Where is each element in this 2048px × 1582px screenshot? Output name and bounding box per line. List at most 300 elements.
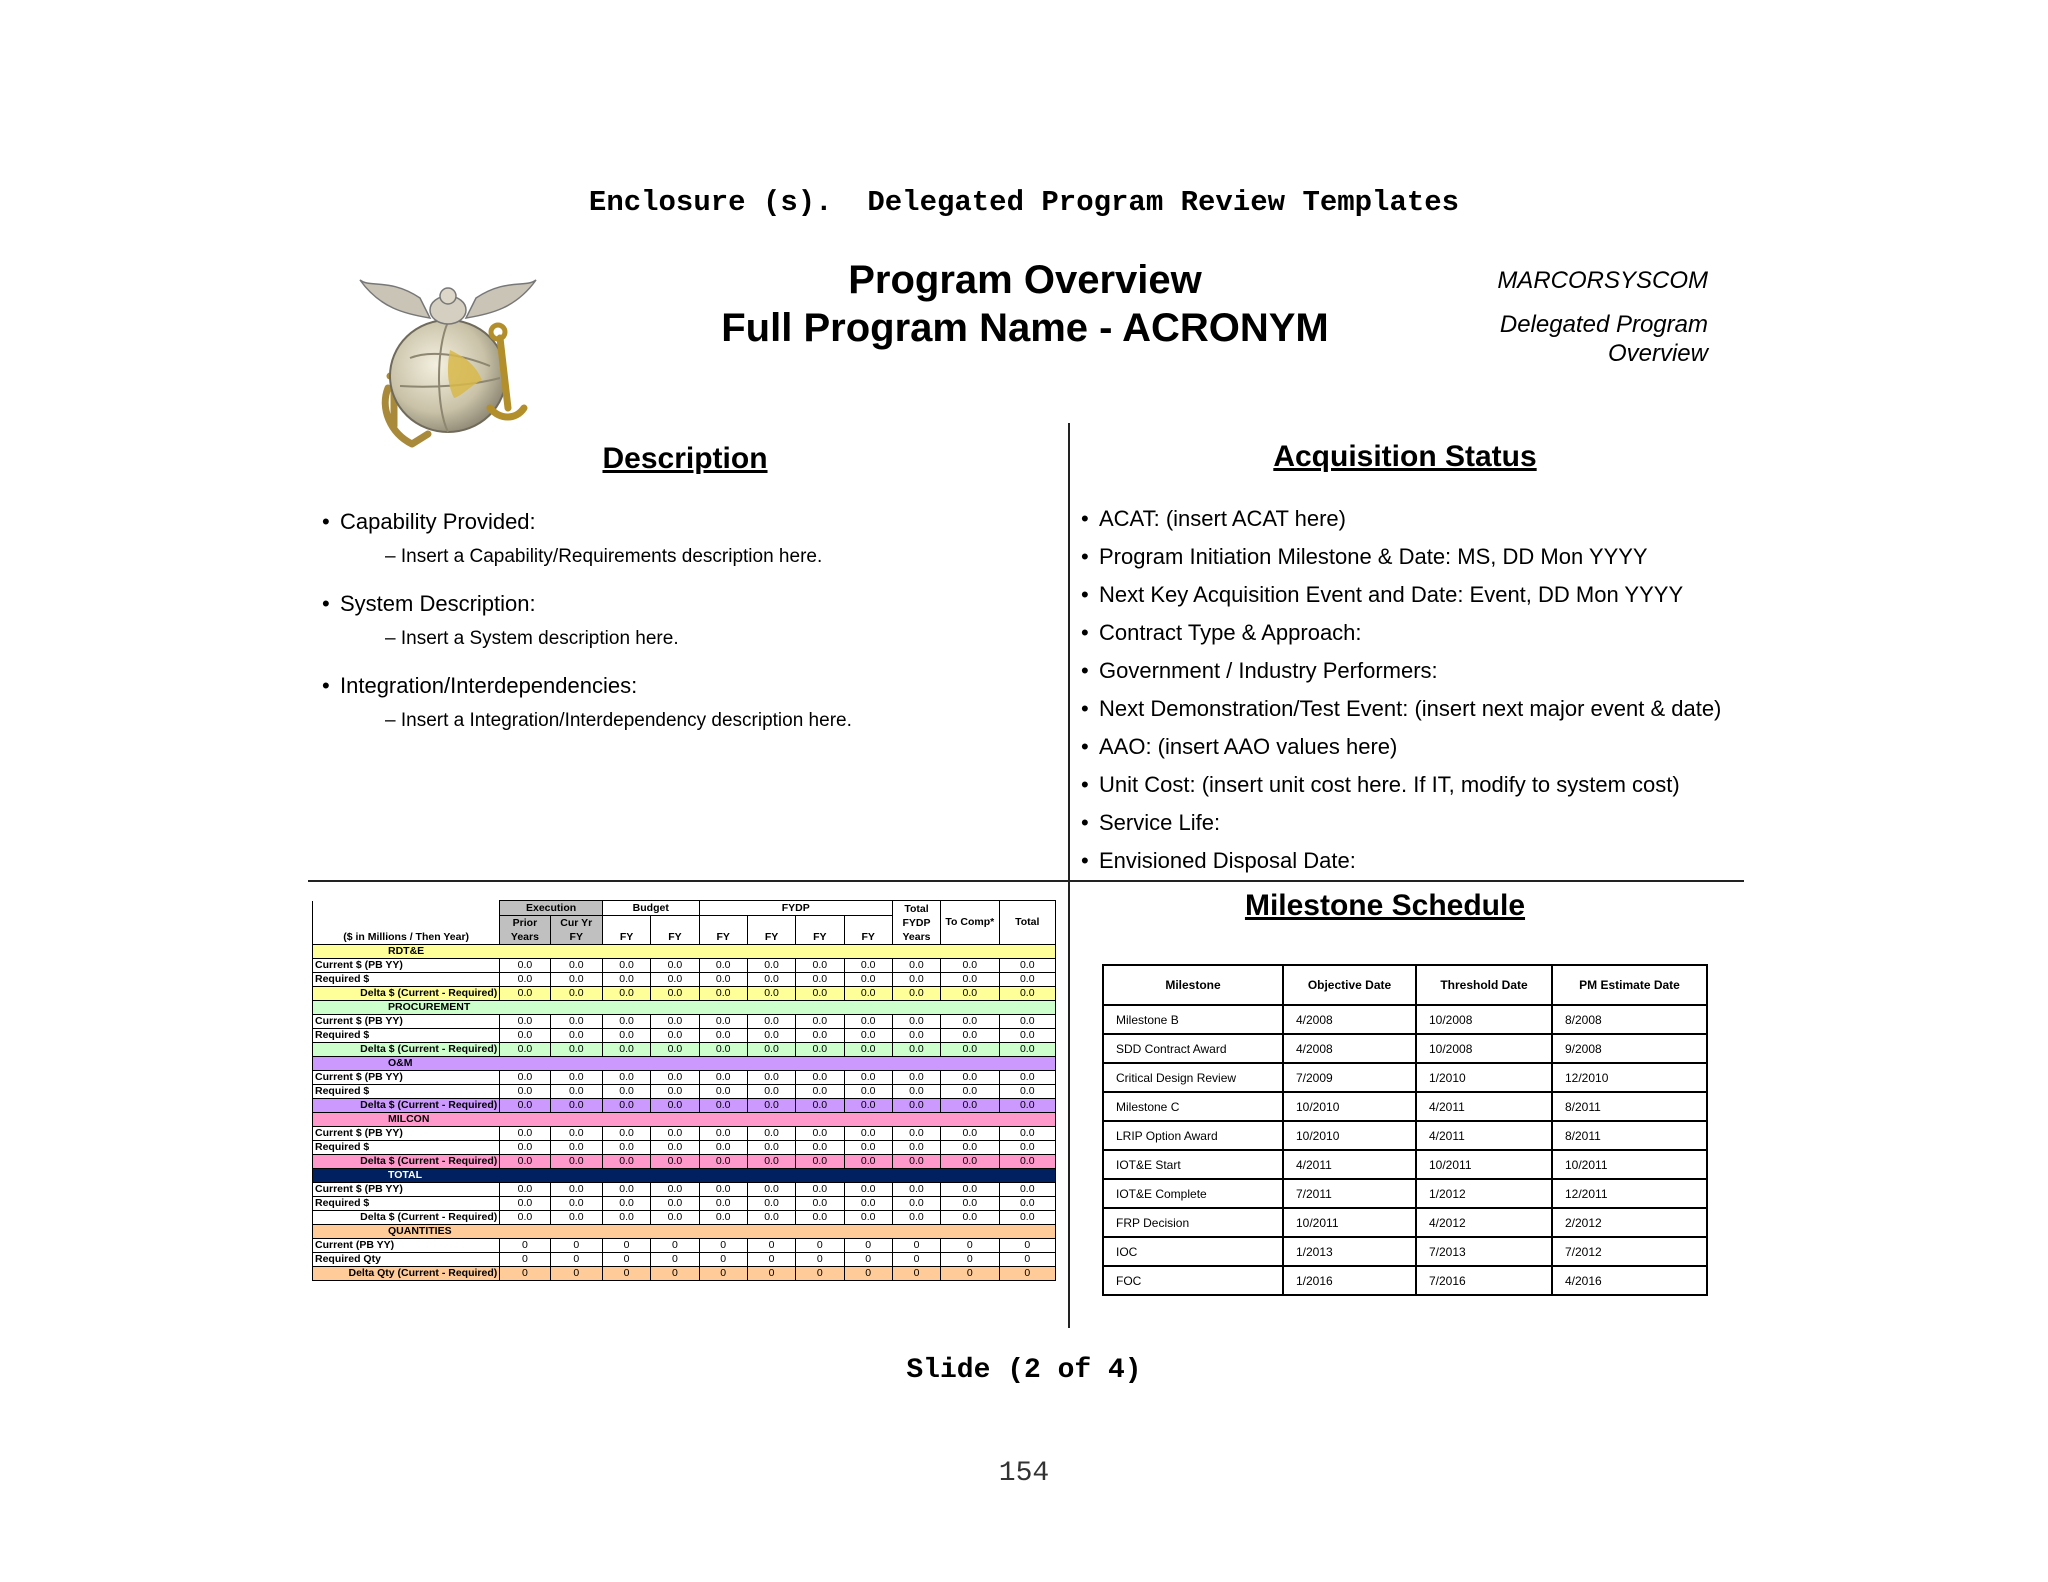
funding-corner-label: ($ in Millions / Then Year) — [313, 901, 500, 945]
funding-cell: 0.0 — [796, 1127, 844, 1141]
funding-cell: 0.0 — [651, 1043, 699, 1057]
funding-cell: 0.0 — [500, 1029, 550, 1043]
funding-cell: 0.0 — [602, 1155, 650, 1169]
milestone-cell: 4/2011 — [1283, 1150, 1416, 1179]
funding-cell: 0.0 — [844, 1085, 892, 1099]
pm-estimate-col-header: PM Estimate Date — [1552, 965, 1707, 1005]
milestone-cell: 7/2016 — [1416, 1266, 1552, 1295]
total-fydp-header: Total FYDP Years — [892, 901, 940, 945]
milestone-cell: 4/2011 — [1416, 1121, 1552, 1150]
funding-cell: 0.0 — [999, 1015, 1055, 1029]
milestone-cell: 2/2012 — [1552, 1208, 1707, 1237]
funding-cell: 0.0 — [651, 1127, 699, 1141]
funding-cell: 0 — [796, 1267, 844, 1281]
milestone-cell: 7/2009 — [1283, 1063, 1416, 1092]
funding-cell: 0.0 — [699, 1029, 747, 1043]
funding-cell: 0.0 — [602, 1183, 650, 1197]
funding-row-label: Delta $ (Current - Required) — [313, 987, 500, 1001]
funding-row-label: Delta $ (Current - Required) — [313, 1099, 500, 1113]
acquisition-item: • Government / Industry Performers: — [1081, 658, 1438, 683]
funding-cell: 0 — [651, 1239, 699, 1253]
funding-cell: 0 — [699, 1239, 747, 1253]
funding-cell: 0.0 — [999, 973, 1055, 987]
funding-cell: 0.0 — [892, 1183, 940, 1197]
funding-row-label: Required $ — [313, 1085, 500, 1099]
funding-cell: 0.0 — [747, 1127, 795, 1141]
milestone-cell: 10/2011 — [1416, 1150, 1552, 1179]
funding-cell: 0 — [892, 1267, 940, 1281]
funding-cell: 0.0 — [892, 1155, 940, 1169]
funding-cell: 0 — [699, 1253, 747, 1267]
funding-section-header — [313, 1225, 1056, 1239]
funding-cell: 0.0 — [796, 1197, 844, 1211]
description-item: • Capability Provided: — [322, 509, 536, 534]
funding-cell: 0.0 — [941, 959, 999, 973]
funding-cell: 0.0 — [500, 973, 550, 987]
funding-row-label: Current $ (PB YY) — [313, 1127, 500, 1141]
description-heading: Description — [602, 442, 768, 475]
funding-cell: 0.0 — [747, 987, 795, 1001]
milestone-row — [1103, 1150, 1707, 1179]
objective-col-header: Objective Date — [1283, 965, 1416, 1005]
funding-cell: 0.0 — [999, 1085, 1055, 1099]
funding-row-label: Required $ — [313, 1029, 500, 1043]
funding-cell: 0.0 — [602, 1043, 650, 1057]
acquisition-item: • Contract Type & Approach: — [1081, 620, 1362, 645]
funding-section-label: MILCON — [313, 1113, 1056, 1127]
funding-section-label: O&M — [313, 1057, 1056, 1071]
funding-cell: 0.0 — [999, 1127, 1055, 1141]
funding-cell: 0 — [651, 1253, 699, 1267]
funding-cell: 0.0 — [500, 1043, 550, 1057]
funding-cell: 0.0 — [941, 1141, 999, 1155]
funding-cell: 0.0 — [941, 1155, 999, 1169]
funding-cell: 0.0 — [941, 1029, 999, 1043]
milestone-cell: 4/2016 — [1552, 1266, 1707, 1295]
funding-cell: 0.0 — [699, 1127, 747, 1141]
funding-cell: 0.0 — [844, 959, 892, 973]
funding-cell: 0.0 — [892, 1043, 940, 1057]
milestone-cell: IOC — [1103, 1237, 1283, 1266]
funding-section-header — [313, 1001, 1056, 1015]
funding-row-label: Required Qty — [313, 1253, 500, 1267]
funding-cell: 0.0 — [550, 1183, 602, 1197]
funding-cell: 0.0 — [699, 1141, 747, 1155]
funding-cell: 0.0 — [941, 1071, 999, 1085]
budget-header: Budget — [602, 901, 699, 916]
milestone-cell: 10/2011 — [1283, 1208, 1416, 1237]
acquisition-item: • ACAT: (insert ACAT here) — [1081, 506, 1346, 531]
funding-cell: 0.0 — [550, 1071, 602, 1085]
org-subtitle-line1: Delegated Program — [1499, 311, 1708, 338]
milestone-row — [1103, 1034, 1707, 1063]
milestone-cell: 4/2012 — [1416, 1208, 1552, 1237]
funding-cell: 0.0 — [699, 1211, 747, 1225]
funding-cell: 0 — [747, 1253, 795, 1267]
funding-cell: 0.0 — [699, 1085, 747, 1099]
funding-cell: 0.0 — [500, 1183, 550, 1197]
funding-cell: 0.0 — [699, 1183, 747, 1197]
funding-cell: 0.0 — [844, 1029, 892, 1043]
funding-cell: 0 — [747, 1267, 795, 1281]
total-header: Total — [999, 901, 1055, 945]
funding-row-label: Delta Qty (Current - Required) — [313, 1267, 500, 1281]
funding-cell: 0 — [500, 1239, 550, 1253]
slide-counter: Slide (2 of 4) — [906, 1355, 1142, 1386]
funding-cell: 0.0 — [602, 987, 650, 1001]
milestone-cell: 8/2011 — [1552, 1092, 1707, 1121]
funding-cell: 0.0 — [550, 1127, 602, 1141]
milestone-col-header: Milestone — [1103, 965, 1283, 1005]
description-list — [322, 508, 852, 734]
description-item: • System Description: — [322, 591, 536, 616]
table-row — [313, 1071, 1056, 1085]
funding-cell: 0.0 — [796, 973, 844, 987]
milestone-cell: IOT&E Start — [1103, 1150, 1283, 1179]
table-row — [313, 1141, 1056, 1155]
funding-cell: 0.0 — [941, 1085, 999, 1099]
funding-cell: 0.0 — [796, 1071, 844, 1085]
funding-cell: 0.0 — [699, 1155, 747, 1169]
program-name: Full Program Name - ACRONYM — [721, 306, 1329, 350]
milestone-cell: 8/2011 — [1552, 1121, 1707, 1150]
funding-cell: 0.0 — [796, 987, 844, 1001]
acquisition-heading: Acquisition Status — [1273, 440, 1537, 473]
funding-cell: 0.0 — [941, 1211, 999, 1225]
enclosure-title: Enclosure (s). Delegated Program Review Templates — [588, 186, 1460, 219]
funding-cell: 0.0 — [999, 959, 1055, 973]
funding-cell: 0.0 — [550, 1141, 602, 1155]
funding-cell: 0.0 — [796, 1085, 844, 1099]
funding-cell: 0.0 — [699, 973, 747, 987]
funding-section-label: QUANTITIES — [313, 1225, 1056, 1239]
fydp-header: FYDP — [699, 901, 892, 916]
funding-cell: 0.0 — [747, 959, 795, 973]
funding-cell: 0 — [747, 1239, 795, 1253]
funding-cell: 0.0 — [892, 1015, 940, 1029]
funding-cell: 0.0 — [747, 1155, 795, 1169]
funding-cell: 0.0 — [892, 987, 940, 1001]
funding-cell: 0 — [602, 1253, 650, 1267]
fy-header: FY — [699, 916, 747, 945]
funding-row-label: Required $ — [313, 1197, 500, 1211]
milestone-row — [1103, 1237, 1707, 1266]
milestone-cell: Critical Design Review — [1103, 1063, 1283, 1092]
to-comp-header: To Comp* — [941, 901, 999, 945]
funding-cell: 0.0 — [699, 959, 747, 973]
funding-cell: 0.0 — [844, 987, 892, 1001]
org-subtitle-line2: Overview — [1607, 340, 1708, 367]
table-row — [313, 1127, 1056, 1141]
funding-cell: 0 — [602, 1239, 650, 1253]
funding-cell: 0 — [602, 1267, 650, 1281]
funding-cell: 0.0 — [999, 1141, 1055, 1155]
org-name: MARCORSYSCOM — [1497, 267, 1708, 294]
funding-cell: 0.0 — [602, 959, 650, 973]
funding-cell: 0.0 — [602, 1197, 650, 1211]
table-row — [313, 1099, 1056, 1113]
funding-row-label: Current $ (PB YY) — [313, 1015, 500, 1029]
funding-cell: 0.0 — [651, 987, 699, 1001]
funding-section-label: TOTAL — [313, 1169, 1056, 1183]
funding-cell: 0.0 — [999, 1029, 1055, 1043]
funding-cell: 0.0 — [500, 987, 550, 1001]
milestone-cell: 4/2008 — [1283, 1034, 1416, 1063]
funding-cell: 0.0 — [892, 1141, 940, 1155]
funding-cell: 0.0 — [747, 1141, 795, 1155]
milestone-cell: FOC — [1103, 1266, 1283, 1295]
acquisition-item: • Unit Cost: (insert unit cost here. If IT, modify to system cost) — [1081, 772, 1680, 797]
funding-section-header — [313, 1057, 1056, 1071]
fy-header: FY — [651, 916, 699, 945]
funding-cell: 0.0 — [602, 1099, 650, 1113]
milestone-row — [1103, 1179, 1707, 1208]
funding-cell: 0.0 — [796, 1211, 844, 1225]
milestone-row — [1103, 1005, 1707, 1034]
funding-cell: 0.0 — [999, 1155, 1055, 1169]
funding-cell: 0.0 — [500, 1211, 550, 1225]
funding-cell: 0.0 — [602, 1211, 650, 1225]
funding-cell: 0.0 — [892, 1211, 940, 1225]
funding-section-header — [313, 1113, 1056, 1127]
funding-cell: 0.0 — [844, 1197, 892, 1211]
funding-cell: 0 — [941, 1267, 999, 1281]
milestone-cell: 10/2010 — [1283, 1121, 1416, 1150]
funding-cell: 0 — [796, 1253, 844, 1267]
funding-cell: 0.0 — [651, 1029, 699, 1043]
description-item: • Integration/Interdependencies: — [322, 673, 638, 698]
threshold-col-header: Threshold Date — [1416, 965, 1552, 1005]
funding-cell: 0.0 — [844, 1183, 892, 1197]
funding-cell: 0.0 — [844, 1141, 892, 1155]
funding-cell: 0.0 — [747, 1043, 795, 1057]
milestone-cell: 1/2016 — [1283, 1266, 1416, 1295]
table-row — [313, 1155, 1056, 1169]
funding-cell: 0.0 — [892, 1071, 940, 1085]
funding-cell: 0.0 — [892, 959, 940, 973]
funding-cell: 0 — [941, 1253, 999, 1267]
funding-cell: 0.0 — [602, 973, 650, 987]
funding-cell: 0 — [550, 1267, 602, 1281]
milestone-row — [1103, 1121, 1707, 1150]
milestone-cell: 10/2008 — [1416, 1005, 1552, 1034]
funding-cell: 0.0 — [651, 1141, 699, 1155]
funding-cell: 0.0 — [550, 987, 602, 1001]
milestone-cell: FRP Decision — [1103, 1208, 1283, 1237]
funding-cell: 0.0 — [892, 1085, 940, 1099]
table-row — [313, 1015, 1056, 1029]
funding-cell: 0 — [999, 1267, 1055, 1281]
funding-cell: 0.0 — [550, 1085, 602, 1099]
funding-cell: 0.0 — [892, 1197, 940, 1211]
funding-cell: 0.0 — [941, 1183, 999, 1197]
milestone-cell: LRIP Option Award — [1103, 1121, 1283, 1150]
funding-cell: 0 — [699, 1267, 747, 1281]
funding-cell: 0.0 — [796, 1029, 844, 1043]
funding-cell: 0.0 — [500, 959, 550, 973]
funding-cell: 0 — [550, 1239, 602, 1253]
funding-cell: 0.0 — [651, 959, 699, 973]
table-row — [313, 1029, 1056, 1043]
funding-cell: 0 — [941, 1239, 999, 1253]
milestone-cell: 7/2011 — [1283, 1179, 1416, 1208]
description-detail: – Insert a Capability/Requirements description here. — [385, 546, 823, 567]
funding-cell: 0.0 — [651, 1155, 699, 1169]
funding-row-label: Delta $ (Current - Required) — [313, 1211, 500, 1225]
funding-cell: 0.0 — [651, 1197, 699, 1211]
funding-cell: 0.0 — [550, 1043, 602, 1057]
funding-section-label: PROCUREMENT — [313, 1001, 1056, 1015]
funding-cell: 0.0 — [796, 1099, 844, 1113]
acquisition-item: • AAO: (insert AAO values here) — [1081, 734, 1398, 759]
funding-cell: 0.0 — [651, 1015, 699, 1029]
milestone-cell: 10/2008 — [1416, 1034, 1552, 1063]
funding-cell: 0.0 — [550, 1211, 602, 1225]
funding-cell: 0.0 — [844, 1155, 892, 1169]
funding-cell: 0.0 — [500, 1127, 550, 1141]
funding-cell: 0.0 — [500, 1099, 550, 1113]
funding-cell: 0.0 — [999, 1099, 1055, 1113]
milestone-row — [1103, 1063, 1707, 1092]
funding-row-label: Delta $ (Current - Required) — [313, 1155, 500, 1169]
funding-cell: 0.0 — [651, 1085, 699, 1099]
funding-cell: 0 — [999, 1253, 1055, 1267]
acquisition-item: • Program Initiation Milestone & Date: MS, DD Mon YYYY — [1081, 544, 1648, 569]
funding-cell: 0.0 — [747, 1211, 795, 1225]
funding-cell: 0.0 — [550, 973, 602, 987]
funding-cell: 0.0 — [941, 1197, 999, 1211]
milestone-cell: 7/2012 — [1552, 1237, 1707, 1266]
funding-cell: 0.0 — [602, 1029, 650, 1043]
funding-cell: 0.0 — [500, 1071, 550, 1085]
funding-cell: 0.0 — [844, 973, 892, 987]
milestone-cell: IOT&E Complete — [1103, 1179, 1283, 1208]
milestone-cell: 10/2011 — [1552, 1150, 1707, 1179]
funding-row-label: Required $ — [313, 973, 500, 987]
funding-table — [312, 900, 1056, 1281]
funding-cell: 0.0 — [651, 973, 699, 987]
funding-cell: 0.0 — [651, 1099, 699, 1113]
acquisition-item: • Envisioned Disposal Date: — [1081, 848, 1356, 873]
funding-cell: 0.0 — [892, 1127, 940, 1141]
funding-row-label: Current (PB YY) — [313, 1239, 500, 1253]
funding-cell: 0 — [999, 1239, 1055, 1253]
funding-cell: 0.0 — [941, 1127, 999, 1141]
funding-cell: 0.0 — [747, 1071, 795, 1085]
funding-cell: 0.0 — [999, 1071, 1055, 1085]
funding-cell: 0.0 — [844, 1099, 892, 1113]
funding-cell: 0.0 — [550, 959, 602, 973]
funding-cell: 0.0 — [844, 1211, 892, 1225]
milestone-cell: 12/2011 — [1552, 1179, 1707, 1208]
funding-row-label: Current $ (PB YY) — [313, 959, 500, 973]
funding-cell: 0.0 — [699, 1043, 747, 1057]
funding-cell: 0.0 — [500, 1085, 550, 1099]
funding-cell: 0.0 — [550, 1029, 602, 1043]
funding-cell: 0 — [651, 1267, 699, 1281]
funding-cell: 0.0 — [796, 959, 844, 973]
funding-cell: 0.0 — [941, 987, 999, 1001]
milestone-heading: Milestone Schedule — [1244, 889, 1526, 922]
funding-cell: 0.0 — [844, 1127, 892, 1141]
table-row — [313, 959, 1056, 973]
funding-cell: 0.0 — [747, 1015, 795, 1029]
funding-cell: 0 — [500, 1267, 550, 1281]
fy-header: FY — [550, 930, 602, 945]
funding-cell: 0.0 — [844, 1071, 892, 1085]
table-row — [313, 1253, 1056, 1267]
funding-cell: 0.0 — [999, 1043, 1055, 1057]
funding-cell: 0.0 — [602, 1015, 650, 1029]
funding-cell: 0.0 — [796, 1015, 844, 1029]
acquisition-item: • Next Demonstration/Test Event: (insert next major event & date) — [1081, 696, 1722, 721]
funding-cell: 0.0 — [602, 1071, 650, 1085]
funding-cell: 0 — [844, 1239, 892, 1253]
funding-cell: 0.0 — [892, 1099, 940, 1113]
funding-cell: 0.0 — [796, 1141, 844, 1155]
funding-cell: 0.0 — [651, 1211, 699, 1225]
funding-cell: 0.0 — [651, 1071, 699, 1085]
funding-cell: 0.0 — [699, 1071, 747, 1085]
funding-cell: 0 — [550, 1253, 602, 1267]
funding-cell: 0.0 — [999, 1197, 1055, 1211]
funding-cell: 0.0 — [602, 1085, 650, 1099]
fy-header: FY — [844, 916, 892, 945]
page-number: 154 — [998, 1458, 1050, 1489]
funding-cell: 0 — [892, 1253, 940, 1267]
milestone-cell: 10/2010 — [1283, 1092, 1416, 1121]
funding-cell: 0.0 — [699, 987, 747, 1001]
funding-cell: 0.0 — [602, 1141, 650, 1155]
funding-row-label: Delta $ (Current - Required) — [313, 1043, 500, 1057]
milestone-row — [1103, 1092, 1707, 1121]
cur-yr-header: Cur Yr — [550, 916, 602, 931]
funding-section-header — [313, 1169, 1056, 1183]
funding-cell: 0.0 — [747, 1085, 795, 1099]
funding-cell: 0.0 — [699, 1015, 747, 1029]
funding-cell: 0.0 — [941, 1099, 999, 1113]
funding-cell: 0.0 — [550, 1197, 602, 1211]
funding-cell: 0 — [500, 1253, 550, 1267]
funding-cell: 0.0 — [999, 987, 1055, 1001]
funding-cell: 0.0 — [550, 1099, 602, 1113]
funding-cell: 0.0 — [747, 1183, 795, 1197]
milestone-cell: SDD Contract Award — [1103, 1034, 1283, 1063]
funding-row-label: Current $ (PB YY) — [313, 1071, 500, 1085]
funding-cell: 0.0 — [796, 1043, 844, 1057]
table-row — [313, 1085, 1056, 1099]
funding-cell: 0.0 — [892, 1029, 940, 1043]
funding-section-header — [313, 945, 1056, 959]
funding-cell: 0.0 — [747, 1029, 795, 1043]
milestone-cell: 12/2010 — [1552, 1063, 1707, 1092]
prior-header: Prior — [500, 916, 550, 931]
description-detail: – Insert a System description here. — [385, 628, 679, 649]
funding-cell: 0.0 — [651, 1183, 699, 1197]
funding-cell: 0.0 — [844, 1015, 892, 1029]
funding-cell: 0.0 — [550, 1015, 602, 1029]
milestone-cell: 1/2012 — [1416, 1179, 1552, 1208]
funding-cell: 0.0 — [699, 1197, 747, 1211]
funding-cell: 0.0 — [999, 1183, 1055, 1197]
milestone-table — [1102, 964, 1708, 1296]
acquisition-list — [1081, 505, 1721, 885]
fy-header: FY — [796, 916, 844, 945]
funding-cell: 0.0 — [500, 1015, 550, 1029]
milestone-cell: 7/2013 — [1416, 1237, 1552, 1266]
table-row — [313, 1183, 1056, 1197]
milestone-cell: Milestone B — [1103, 1005, 1283, 1034]
